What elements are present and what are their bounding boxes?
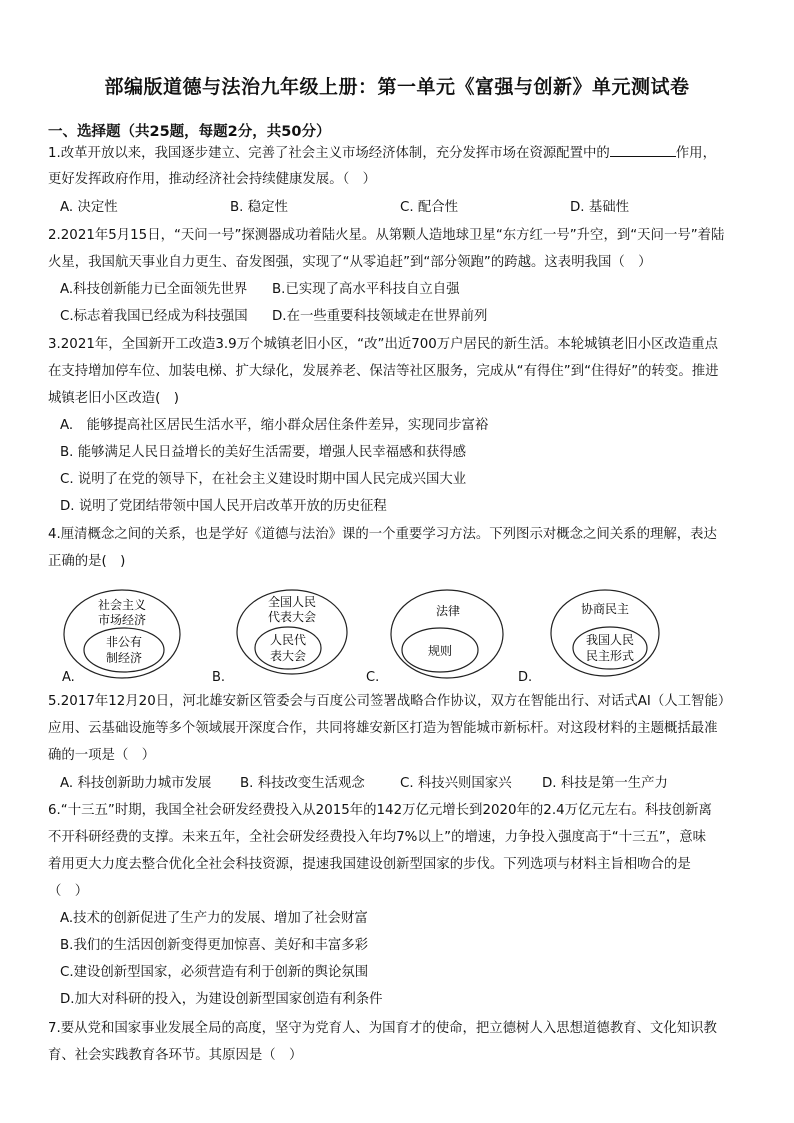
q2-option-a: A.科技创新能力已全面领先世界: [60, 282, 248, 297]
q2-option-b: B.已实现了高水平科技自立自强: [272, 282, 460, 297]
q4-option-a: A.: [62, 670, 75, 685]
q4-stem-line2: 正确的是( ): [48, 554, 126, 569]
diagram-d-outer-label: 协商民主: [580, 602, 630, 616]
q1-stem-text: 1.改革开放以来，我国逐步建立、完善了社会主义市场经济体制，充分发挥市场在资源配置中的: [48, 146, 610, 161]
q6-stem-line2: 不开科研经费的支撑。未来五年，全社会研发经费投入年均7%以上”的增速，力争投入强度高于“十三五”，意味: [48, 830, 707, 845]
q6-stem-line3: 着用更大力度去整合优化全社会科技资源，提速我国建设创新型国家的步伐。下列选项与材料主旨相吻合的是: [48, 857, 691, 872]
q2-stem-line1: 2.2021年5月15日，“天问一号”探测器成功着陆火星。从第颗人造地球卫星“东方红一号”升空，到“天问一号”着陆: [48, 228, 725, 243]
q5-option-b: B. 科技改变生活观念: [240, 776, 365, 791]
q3-stem-line2: 在支持增加停车位、加装电梯、扩大绿化，发展养老、保洁等社区服务，完成从“有得住”到“住得好”的转变。推进: [48, 364, 719, 379]
diagram-c-inner-label: 规则: [427, 644, 453, 658]
q6-option-a: A.技术的创新促进了生产力的发展、增加了社会财富: [60, 911, 368, 926]
q5-option-a: A. 科技创新助力城市发展: [60, 776, 212, 791]
q6-stem-line4: （ ）: [48, 884, 89, 899]
q2-option-d: D.在一些重要科技领域走在世界前列: [272, 309, 488, 324]
q3-option-d: D. 说明了党团结带领中国人民开启改革开放的历史征程: [60, 499, 387, 514]
q6-option-c: C.建设创新型国家，必须营造有利于创新的舆论氛围: [60, 965, 369, 980]
diagram-b-inner-label-2: 表大会: [269, 649, 307, 663]
q2-stem-line2: 火星，我国航天事业自力更生、奋发图强，实现了“从零追赶”到“部分领跑”的跨越。这表明我国（ ）: [48, 255, 652, 270]
q4-option-b: B.: [212, 670, 226, 685]
q5-stem-line1: 5.2017年12月20日，河北雄安新区管委会与百度公司签署战略合作协议，双方在智能出行、对话式AI（人工智能）: [48, 694, 732, 709]
diagram-b: [237, 590, 347, 674]
diagram-c: [391, 590, 503, 678]
diagram-a-outer-label-2: 市场经济: [97, 613, 147, 627]
q6-stem-line1: 6.“十三五”时期，我国全社会研发经费投入从2015年的142万亿元增长到2020年的2.4万亿元左右。科技创新离: [48, 803, 712, 818]
diagram-a-inner-label-1: 非公有: [105, 635, 143, 649]
q4-stem-line1: 4.厘清概念之间的关系，也是学好《道德与法治》课的一个重要学习方法。下列图示对概念之间关系的理解，表达: [48, 527, 717, 542]
q1-option-d: D. 基础性: [570, 200, 629, 215]
diagram-a-inner-label-2: 制经济: [105, 651, 143, 665]
section-header: 一、选择题（共25题，每题2分，共50分）: [48, 124, 331, 140]
diagram-b-outer-label-2: 代表大会: [267, 610, 317, 624]
diagram-b-inner-label-1: 人民代: [269, 633, 307, 647]
q5-option-d: D. 科技是第一生产力: [542, 776, 668, 791]
diagram-a-outer-label-1: 社会主义: [97, 598, 147, 612]
q1-stem-line2: 更好发挥政府作用，推动经济社会持续健康发展。（ ）: [48, 172, 377, 187]
diagram-d: [551, 590, 659, 676]
answer-blank: [610, 144, 676, 157]
q7-stem-line2: 育、社会实践教育各环节。其原因是（ ）: [48, 1048, 303, 1063]
q3-option-c: C. 说明了在党的领导下，在社会主义建设时期中国人民完成兴国大业: [60, 472, 467, 487]
q1-option-c: C. 配合性: [400, 200, 459, 215]
q3-option-b: B. 能够满足人民日益增长的美好生活需要，增强人民幸福感和获得感: [60, 445, 467, 460]
q4-option-c: C.: [366, 670, 380, 685]
q7-stem-line1: 7.要从党和国家事业发展全局的高度，坚守为党育人、为国育才的使命，把立德树人入思想道德教育、文化知识教: [48, 1021, 717, 1036]
q1-stem-line1: [48, 144, 716, 163]
diagram-b-outer-label-1: 全国人民: [267, 595, 317, 609]
q2-option-c: C.标志着我国已经成为科技强国: [60, 309, 248, 324]
q3-option-a: A. 能够提高社区居民生活水平，缩小群众居住条件差异，实现同步富裕: [60, 418, 489, 433]
q5-option-c: C. 科技兴则国家兴: [400, 776, 512, 791]
q1-stem-tail: 作用，: [675, 146, 716, 161]
q4-option-d: D.: [518, 670, 533, 685]
q3-stem-line3: 城镇老旧小区改造( ): [48, 391, 179, 406]
diagram-d-inner-label-1: 我国人民: [585, 633, 635, 647]
diagram-a: [64, 590, 180, 678]
q6-option-d: D.加大对科研的投入，为建设创新型国家创造有利条件: [60, 992, 383, 1007]
q5-stem-line2: 应用、云基础设施等多个领域展开深度合作，共同将雄安新区打造为智能城市新标杆。对这段材料的主题概括最准: [48, 721, 718, 736]
q3-stem-line1: 3.2021年，全国新开工改造3.9万个城镇老旧小区，“改”出近700万户居民的新生活。本轮城镇老旧小区改造重点: [48, 337, 718, 352]
q1-option-b: B. 稳定性: [230, 200, 288, 215]
concept-diagrams: [60, 588, 660, 684]
diagram-d-inner-label-2: 民主形式: [585, 649, 635, 663]
q6-option-b: B.我们的生活因创新变得更加惊喜、美好和丰富多彩: [60, 938, 369, 953]
diagram-c-outer-label: 法律: [435, 604, 461, 618]
page-title: 部编版道德与法治九年级上册：第一单元《富强与创新》单元测试卷: [104, 76, 690, 98]
q1-option-a: A. 决定性: [60, 200, 118, 215]
q5-stem-line3: 确的一项是（ ）: [48, 748, 156, 763]
